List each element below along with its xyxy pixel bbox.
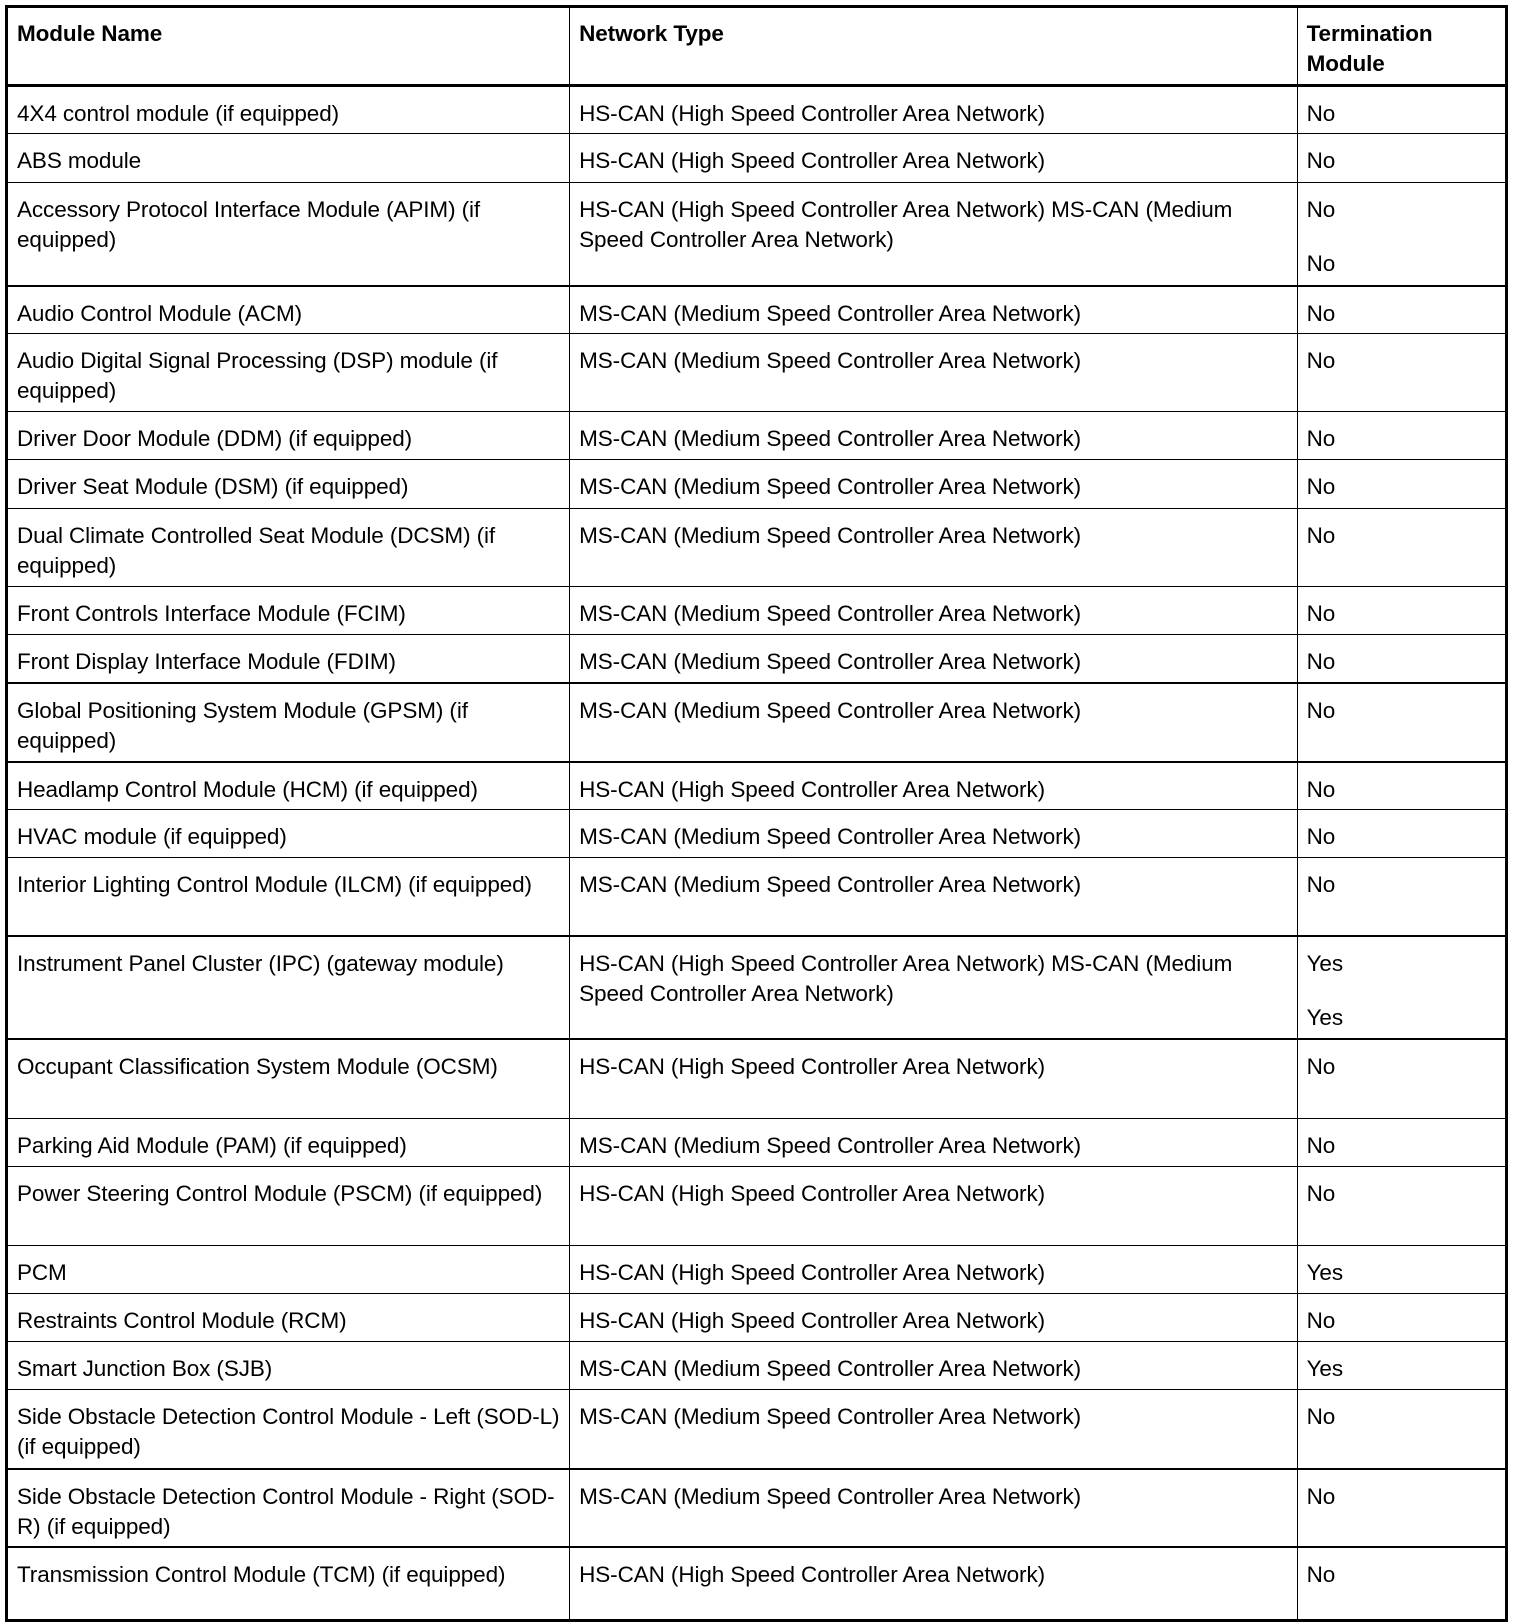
termination-module-cell — [1297, 858, 1506, 936]
termination-value: No — [1306, 474, 1336, 499]
network-type-cell: HS-CAN (High Speed Controller Area Network) — [570, 762, 1297, 810]
termination-value: No — [1306, 649, 1336, 674]
termination-value: No — [1306, 776, 1336, 802]
table-row — [7, 1390, 1507, 1469]
termination-value: No — [1306, 101, 1336, 126]
termination-value: Yes — [1306, 1004, 1343, 1030]
termination-value: No — [1306, 1404, 1336, 1429]
termination-module-cell — [1297, 1390, 1506, 1469]
termination-module-cell — [1297, 1167, 1506, 1246]
termination-value: No — [1306, 872, 1336, 897]
network-type-cell: HS-CAN (High Speed Controller Area Network) — [570, 1246, 1297, 1294]
termination-value: No — [1306, 300, 1336, 326]
network-type-cell: MS-CAN (Medium Speed Controller Area Network) — [570, 1469, 1297, 1547]
termination-module-cell — [1297, 762, 1506, 810]
termination-module-cell — [1297, 183, 1506, 286]
termination-module-cell — [1297, 286, 1506, 334]
module-name-cell: ABS module — [7, 134, 570, 183]
network-type-cell: HS-CAN (High Speed Controller Area Network) MS-CAN (Medium Speed Controller Area Network) — [570, 936, 1297, 1039]
network-type-cell: HS-CAN (High Speed Controller Area Network) — [570, 1547, 1297, 1621]
termination-module-cell — [1297, 1469, 1506, 1547]
module-name-cell: Side Obstacle Detection Control Module - Left (SOD-L) (if equipped) — [7, 1390, 570, 1469]
module-name-cell: Front Display Interface Module (FDIM) — [7, 635, 570, 683]
termination-module-cell — [1297, 1246, 1506, 1294]
table-row — [7, 412, 1507, 460]
table-row — [7, 1039, 1507, 1119]
network-type-cell: MS-CAN (Medium Speed Controller Area Network) — [570, 286, 1297, 334]
table-row — [7, 1167, 1507, 1246]
table-row — [7, 183, 1507, 286]
table-row — [7, 635, 1507, 683]
table-row — [7, 858, 1507, 936]
module-name-cell: Smart Junction Box (SJB) — [7, 1342, 570, 1390]
module-name-cell: HVAC module (if equipped) — [7, 810, 570, 858]
termination-module-cell — [1297, 1342, 1506, 1390]
termination-module-cell — [1297, 460, 1506, 509]
table-row — [7, 334, 1507, 412]
table-body — [7, 86, 1507, 1621]
termination-value: No — [1306, 251, 1336, 276]
termination-value: No — [1306, 1561, 1336, 1587]
module-name-cell: Audio Digital Signal Processing (DSP) module (if equipped) — [7, 334, 570, 412]
network-type-cell: MS-CAN (Medium Speed Controller Area Network) — [570, 460, 1297, 509]
network-type-cell: MS-CAN (Medium Speed Controller Area Network) — [570, 1390, 1297, 1469]
termination-value: No — [1306, 1483, 1336, 1509]
module-name-cell: Restraints Control Module (RCM) — [7, 1294, 570, 1342]
network-type-cell: HS-CAN (High Speed Controller Area Network) — [570, 1167, 1297, 1246]
termination-module-cell — [1297, 587, 1506, 635]
module-name-cell: Driver Door Module (DDM) (if equipped) — [7, 412, 570, 460]
table-row — [7, 286, 1507, 334]
termination-module-cell — [1297, 810, 1506, 858]
network-type-cell: HS-CAN (High Speed Controller Area Network) — [570, 1039, 1297, 1119]
termination-value: No — [1306, 148, 1336, 173]
termination-value: No — [1306, 601, 1336, 626]
termination-value: No — [1306, 348, 1336, 373]
module-name-cell: PCM — [7, 1246, 570, 1294]
termination-module-cell — [1297, 1039, 1506, 1119]
table-row — [7, 509, 1507, 587]
table-row — [7, 134, 1507, 183]
termination-value: No — [1306, 1133, 1336, 1158]
table-row — [7, 460, 1507, 509]
termination-value: No — [1306, 523, 1336, 548]
network-type-cell: MS-CAN (Medium Speed Controller Area Network) — [570, 1119, 1297, 1167]
module-name-cell: Front Controls Interface Module (FCIM) — [7, 587, 570, 635]
network-type-cell: HS-CAN (High Speed Controller Area Network) — [570, 134, 1297, 183]
termination-module-cell — [1297, 412, 1506, 460]
termination-module-cell — [1297, 635, 1506, 683]
termination-value: Yes — [1306, 1260, 1343, 1285]
network-type-cell: MS-CAN (Medium Speed Controller Area Network) — [570, 683, 1297, 762]
table-row — [7, 587, 1507, 635]
header-module-name: Module Name — [7, 7, 570, 86]
header-termination-module: Termination Module — [1297, 7, 1506, 86]
network-type-cell: MS-CAN (Medium Speed Controller Area Network) — [570, 587, 1297, 635]
table-row — [7, 1119, 1507, 1167]
termination-module-cell — [1297, 509, 1506, 587]
termination-value: No — [1306, 1308, 1336, 1333]
termination-module-cell — [1297, 86, 1506, 134]
termination-module-cell — [1297, 1119, 1506, 1167]
network-type-cell: HS-CAN (High Speed Controller Area Network) — [570, 1294, 1297, 1342]
network-type-cell: MS-CAN (Medium Speed Controller Area Network) — [570, 509, 1297, 587]
termination-module-cell — [1297, 134, 1506, 183]
table-header-row — [7, 7, 1507, 86]
module-name-cell: Side Obstacle Detection Control Module - Right (SOD-R) (if equipped) — [7, 1469, 570, 1547]
termination-value: No — [1306, 697, 1336, 723]
network-type-cell: HS-CAN (High Speed Controller Area Network) — [570, 86, 1297, 134]
table-row — [7, 683, 1507, 762]
network-type-cell: MS-CAN (Medium Speed Controller Area Network) — [570, 1342, 1297, 1390]
module-name-cell: Power Steering Control Module (PSCM) (if equipped) — [7, 1167, 570, 1246]
table-row — [7, 936, 1507, 1039]
table-row — [7, 1294, 1507, 1342]
module-name-cell: Audio Control Module (ACM) — [7, 286, 570, 334]
module-name-cell: Accessory Protocol Interface Module (APIM) (if equipped) — [7, 183, 570, 286]
termination-value: No — [1306, 1053, 1336, 1079]
termination-value: No — [1306, 426, 1336, 451]
header-network-type: Network Type — [570, 7, 1297, 86]
termination-value: Yes — [1306, 950, 1343, 976]
module-name-cell: Dual Climate Controlled Seat Module (DCSM) (if equipped) — [7, 509, 570, 587]
table-row — [7, 1547, 1507, 1621]
termination-value: No — [1306, 1181, 1336, 1206]
table-row — [7, 1342, 1507, 1390]
table-row — [7, 1469, 1507, 1547]
module-name-cell: Driver Seat Module (DSM) (if equipped) — [7, 460, 570, 509]
module-name-cell: Instrument Panel Cluster (IPC) (gateway module) — [7, 936, 570, 1039]
termination-value: No — [1306, 197, 1336, 222]
module-network-table — [5, 5, 1508, 1622]
network-type-cell: HS-CAN (High Speed Controller Area Network) MS-CAN (Medium Speed Controller Area Network) — [570, 183, 1297, 286]
network-type-cell: MS-CAN (Medium Speed Controller Area Network) — [570, 810, 1297, 858]
termination-module-cell — [1297, 1547, 1506, 1621]
module-name-cell: Headlamp Control Module (HCM) (if equipped) — [7, 762, 570, 810]
network-type-cell: MS-CAN (Medium Speed Controller Area Network) — [570, 334, 1297, 412]
termination-value: Yes — [1306, 1356, 1343, 1381]
table-row — [7, 810, 1507, 858]
network-type-cell: MS-CAN (Medium Speed Controller Area Network) — [570, 635, 1297, 683]
module-name-cell: Global Positioning System Module (GPSM) (if equipped) — [7, 683, 570, 762]
module-name-cell: Transmission Control Module (TCM) (if equipped) — [7, 1547, 570, 1621]
termination-module-cell — [1297, 334, 1506, 412]
termination-module-cell — [1297, 936, 1506, 1039]
module-name-cell: 4X4 control module (if equipped) — [7, 86, 570, 134]
network-type-cell: MS-CAN (Medium Speed Controller Area Network) — [570, 412, 1297, 460]
network-type-cell: MS-CAN (Medium Speed Controller Area Network) — [570, 858, 1297, 936]
module-name-cell: Occupant Classification System Module (OCSM) — [7, 1039, 570, 1119]
termination-module-cell — [1297, 1294, 1506, 1342]
termination-value: No — [1306, 824, 1336, 849]
table-row — [7, 1246, 1507, 1294]
table-row — [7, 762, 1507, 810]
termination-module-cell — [1297, 683, 1506, 762]
module-name-cell: Interior Lighting Control Module (ILCM) (if equipped) — [7, 858, 570, 936]
module-name-cell: Parking Aid Module (PAM) (if equipped) — [7, 1119, 570, 1167]
table-row — [7, 86, 1507, 134]
